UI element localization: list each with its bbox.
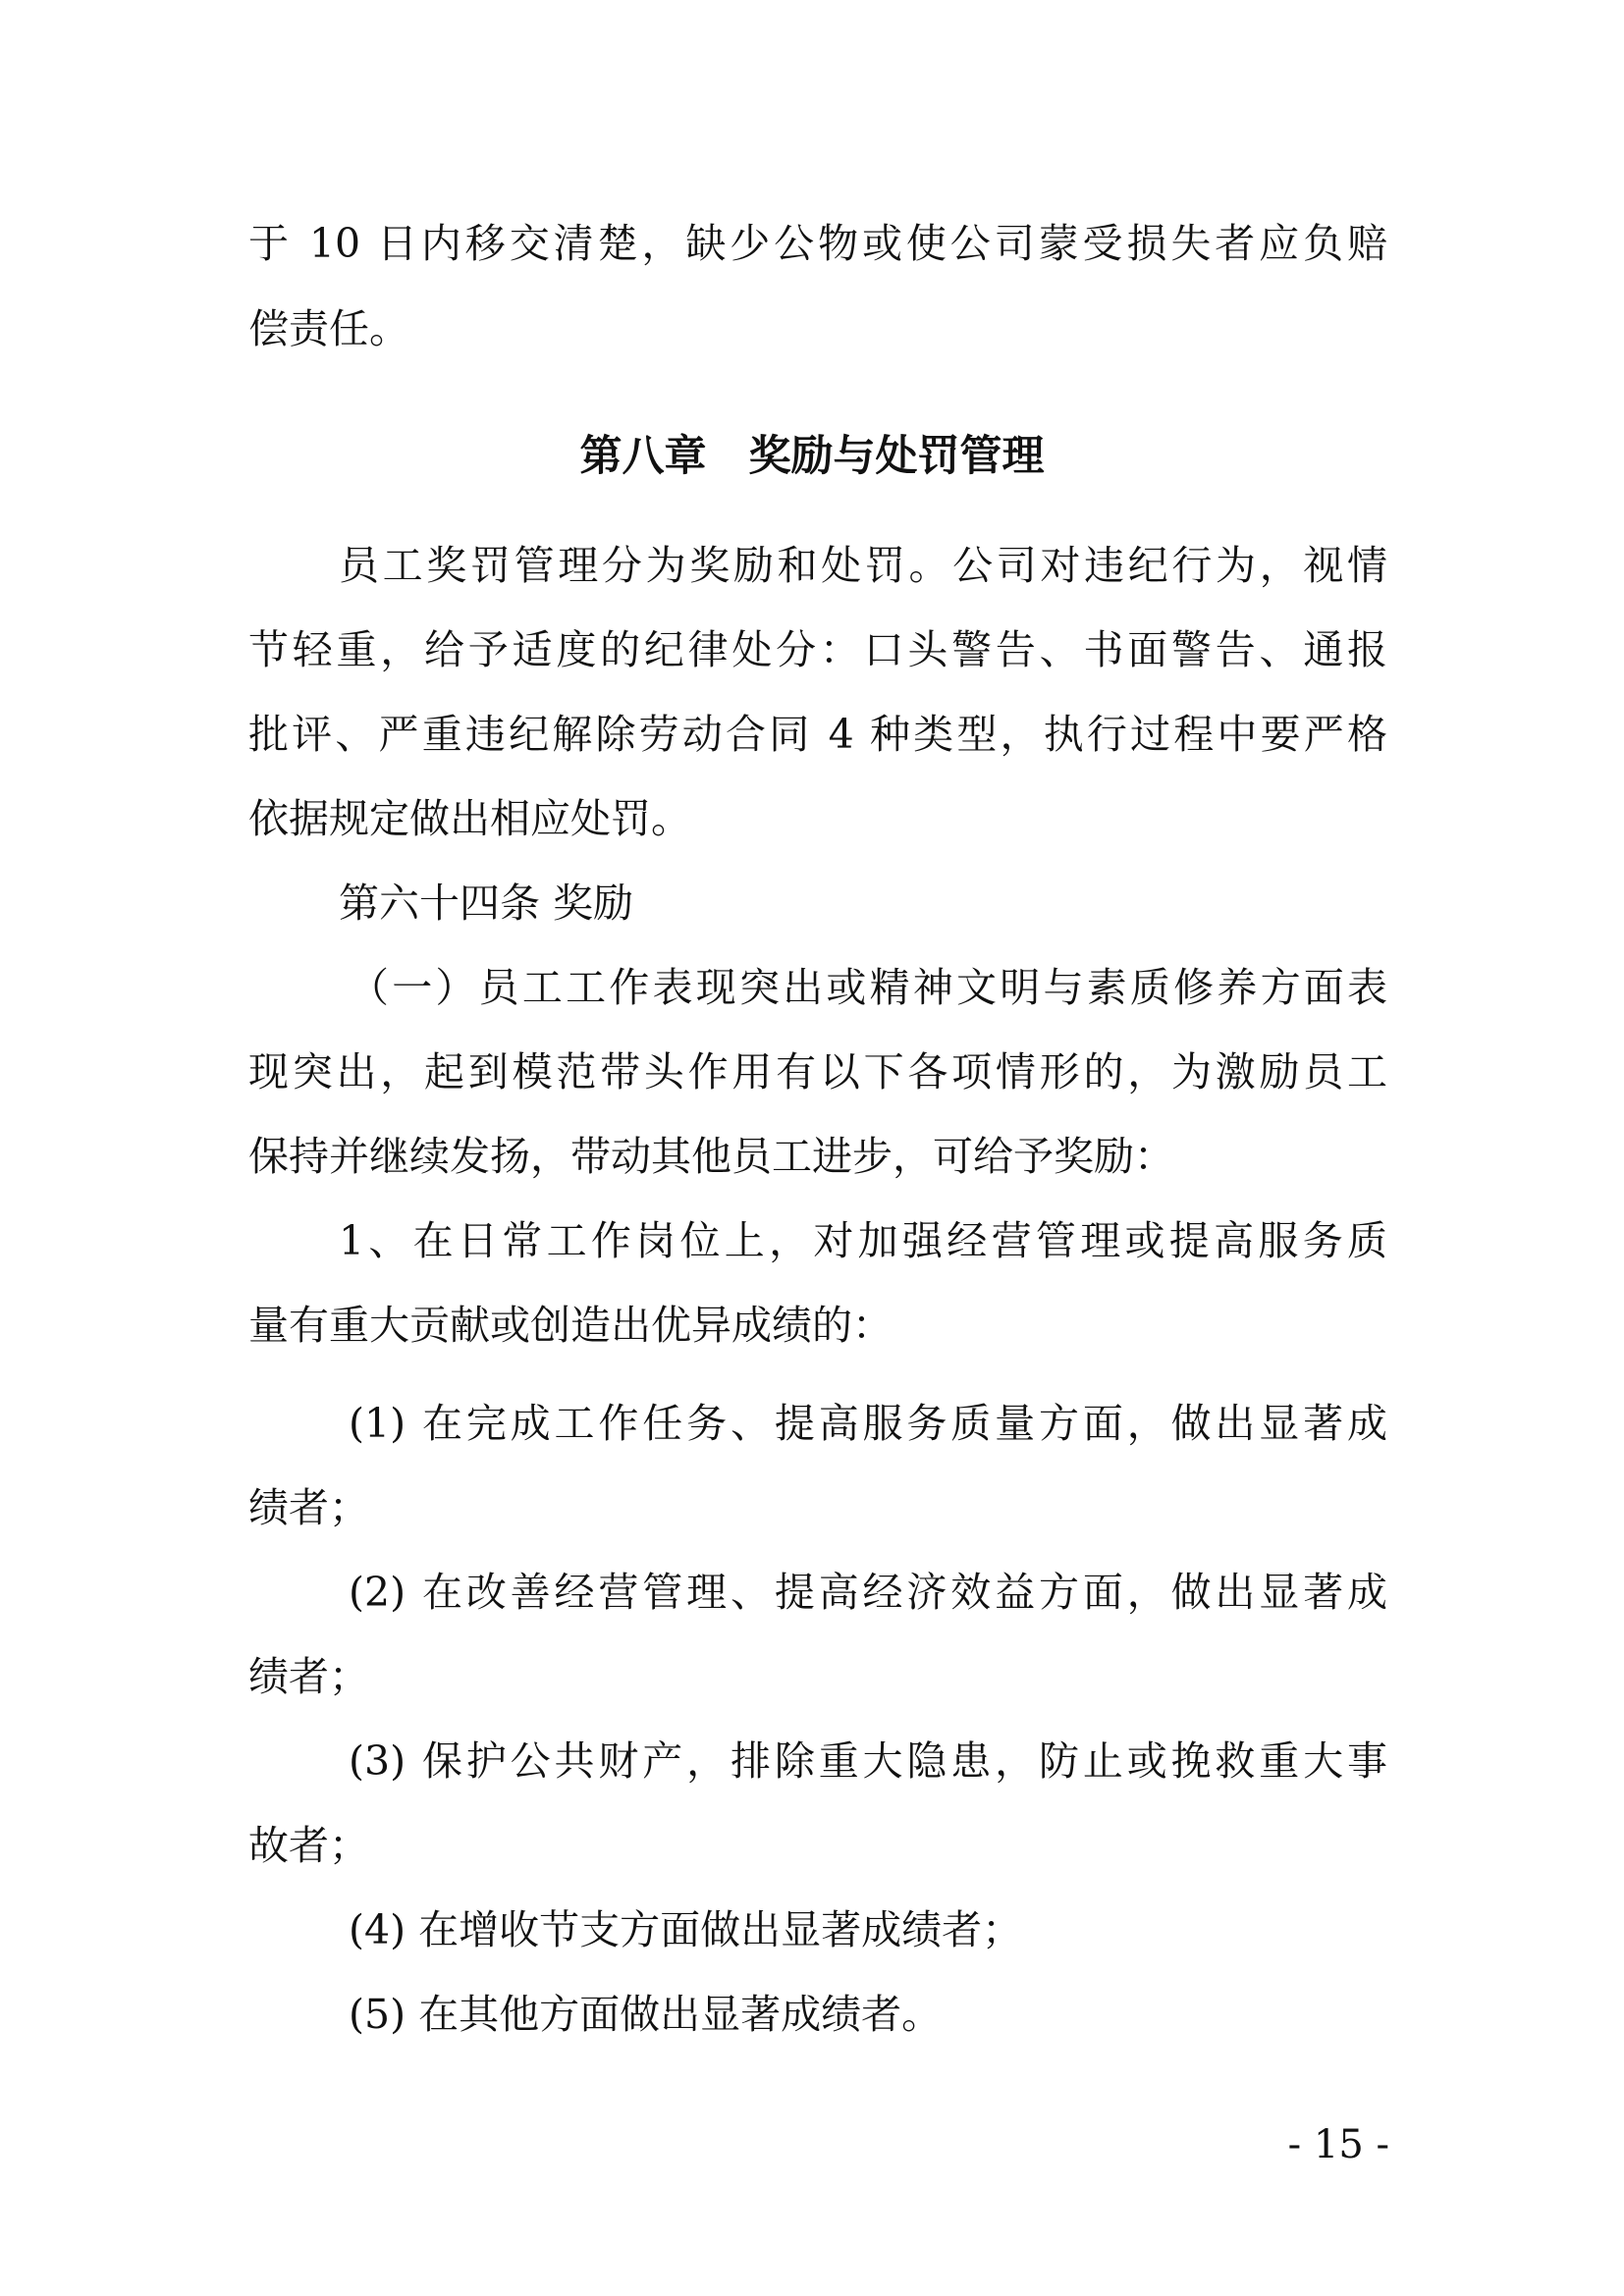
chapter-heading: 第八章 奖励与处罚管理	[579, 432, 1045, 481]
body-line: 1、在日常工作岗位上，对加强经营管理或提高服务质	[339, 1217, 1387, 1264]
body-line: 现突出，起到模范带头作用有以下各项情形的，为激励员工	[248, 1048, 1387, 1095]
body-line: 于 10 日内移交清楚，缺少公物或使公司蒙受损失者应负赔	[248, 220, 1387, 267]
body-line: 量有重大贡献或创造出优异成绩的：	[248, 1302, 893, 1349]
body-line: 员工奖罚管理分为奖励和处罚。公司对违纪行为，视情	[339, 542, 1387, 589]
list-item: (1) 在完成工作任务、提高服务质量方面，做出显著成	[349, 1400, 1387, 1447]
list-item: (4) 在增收节支方面做出显著成绩者；	[349, 1906, 1023, 1953]
list-item: 绩者；	[248, 1653, 369, 1700]
body-line: （一）员工工作表现突出或精神文明与素质修养方面表	[349, 964, 1387, 1011]
article-title: 第六十四条 奖励	[339, 880, 634, 927]
page-number: - 15 -	[1287, 2122, 1389, 2167]
body-line: 依据规定做出相应处罚。	[248, 795, 691, 842]
body-line: 偿责任。	[248, 305, 409, 352]
list-item: (5) 在其他方面做出显著成绩者。	[349, 1991, 943, 2038]
list-item: (3) 保护公共财产，排除重大隐患，防止或挽救重大事	[349, 1737, 1387, 1785]
list-item: (2) 在改善经营管理、提高经济效益方面，做出显著成	[349, 1569, 1387, 1616]
body-line: 保持并继续发扬，带动其他员工进步，可给予奖励：	[248, 1133, 1174, 1180]
list-item: 绩者；	[248, 1484, 369, 1531]
list-item: 故者；	[248, 1822, 369, 1869]
body-line: 批评、严重违纪解除劳动合同 4 种类型，执行过程中要严格	[248, 711, 1387, 758]
body-line: 节轻重，给予适度的纪律处分：口头警告、书面警告、通报	[248, 626, 1387, 673]
